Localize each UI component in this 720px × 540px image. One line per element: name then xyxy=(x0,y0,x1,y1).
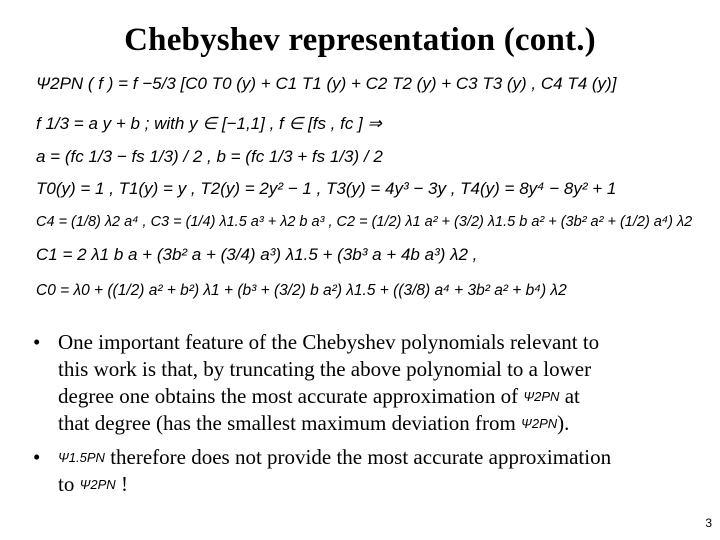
psi-2pn-symbol: Ψ2PN xyxy=(521,416,558,431)
equation-chebyshev-polynomials: T0(y) = 1 , T1(y) = y , T2(y) = 2y² − 1 , T3(y) = 4y³ − 3y , T4(y) = 8y⁴ − 8y² + 1 xyxy=(36,179,617,198)
equation-c4-c3-c2: C4 = (1/8) λ2 a⁴ , C3 = (1/4) λ1.5 a³ + λ2 b a³ , C2 = (1/2) λ1 a² + (3/2) λ1.5 b a² + (3b² a² + (1/2) a⁴) λ2 xyxy=(36,214,693,230)
bullet-line-text: that degree (has the smallest maximum deviation from xyxy=(58,411,516,435)
bullet-line xyxy=(58,471,128,498)
equation-change-of-variable: f 1/3 = a y + b ; with y ∈ [−1,1] , f ∈ [fs , fc ] ⇒ xyxy=(36,114,382,133)
psi-1-5pn-symbol: Ψ1.5PN xyxy=(58,450,105,465)
bullet-line xyxy=(58,410,569,437)
bullet-dot: • xyxy=(33,330,41,354)
bullet-dot: • xyxy=(33,445,41,469)
bullet-line: this work is that, by truncating the above polynomial to a lower xyxy=(58,357,592,381)
equation-c0: C0 = λ0 + ((1/2) a² + b²) λ1 + (b³ + (3/2) b a²) λ1.5 + ((3/8) a⁴ + 3b² a² + b⁴) λ2 xyxy=(36,282,567,299)
page-number: 3 xyxy=(705,516,712,530)
equation-c1: C1 = 2 λ1 b a + (3b² a + (3/4) a³) λ1.5 + (3b³ a + 4b a³) λ2 , xyxy=(36,245,478,264)
bullet-line xyxy=(58,444,611,471)
slide-title: Chebyshev representation (cont.) xyxy=(124,22,596,58)
bullet-line-text: ). xyxy=(557,411,570,435)
bullet-line-text: at xyxy=(564,384,580,408)
equation-a-b-definition: a = (fc 1/3 − fs 1/3) / 2 , b = (fc 1/3 + fs 1/3) / 2 xyxy=(36,147,383,166)
bullet-line xyxy=(58,383,580,410)
bullet-line-text: degree one obtains the most accurate approximation of xyxy=(58,384,519,408)
equation-psi-expansion: Ψ2PN ( f ) = f −5/3 [C0 T0 (y) + C1 T1 (y) + C2 T2 (y) + C3 T3 (y) , C4 T4 (y)] xyxy=(36,74,617,93)
psi-2pn-symbol: Ψ2PN xyxy=(523,389,560,404)
bullet-line-text: to xyxy=(58,472,75,496)
bullet-line-text: therefore does not provide the most accurate approximation xyxy=(110,445,612,469)
psi-2pn-symbol: Ψ2PN xyxy=(79,477,116,492)
bullet-line: One important feature of the Chebyshev polynomials relevant to xyxy=(58,330,600,354)
bullet-line-text: ! xyxy=(120,472,128,496)
